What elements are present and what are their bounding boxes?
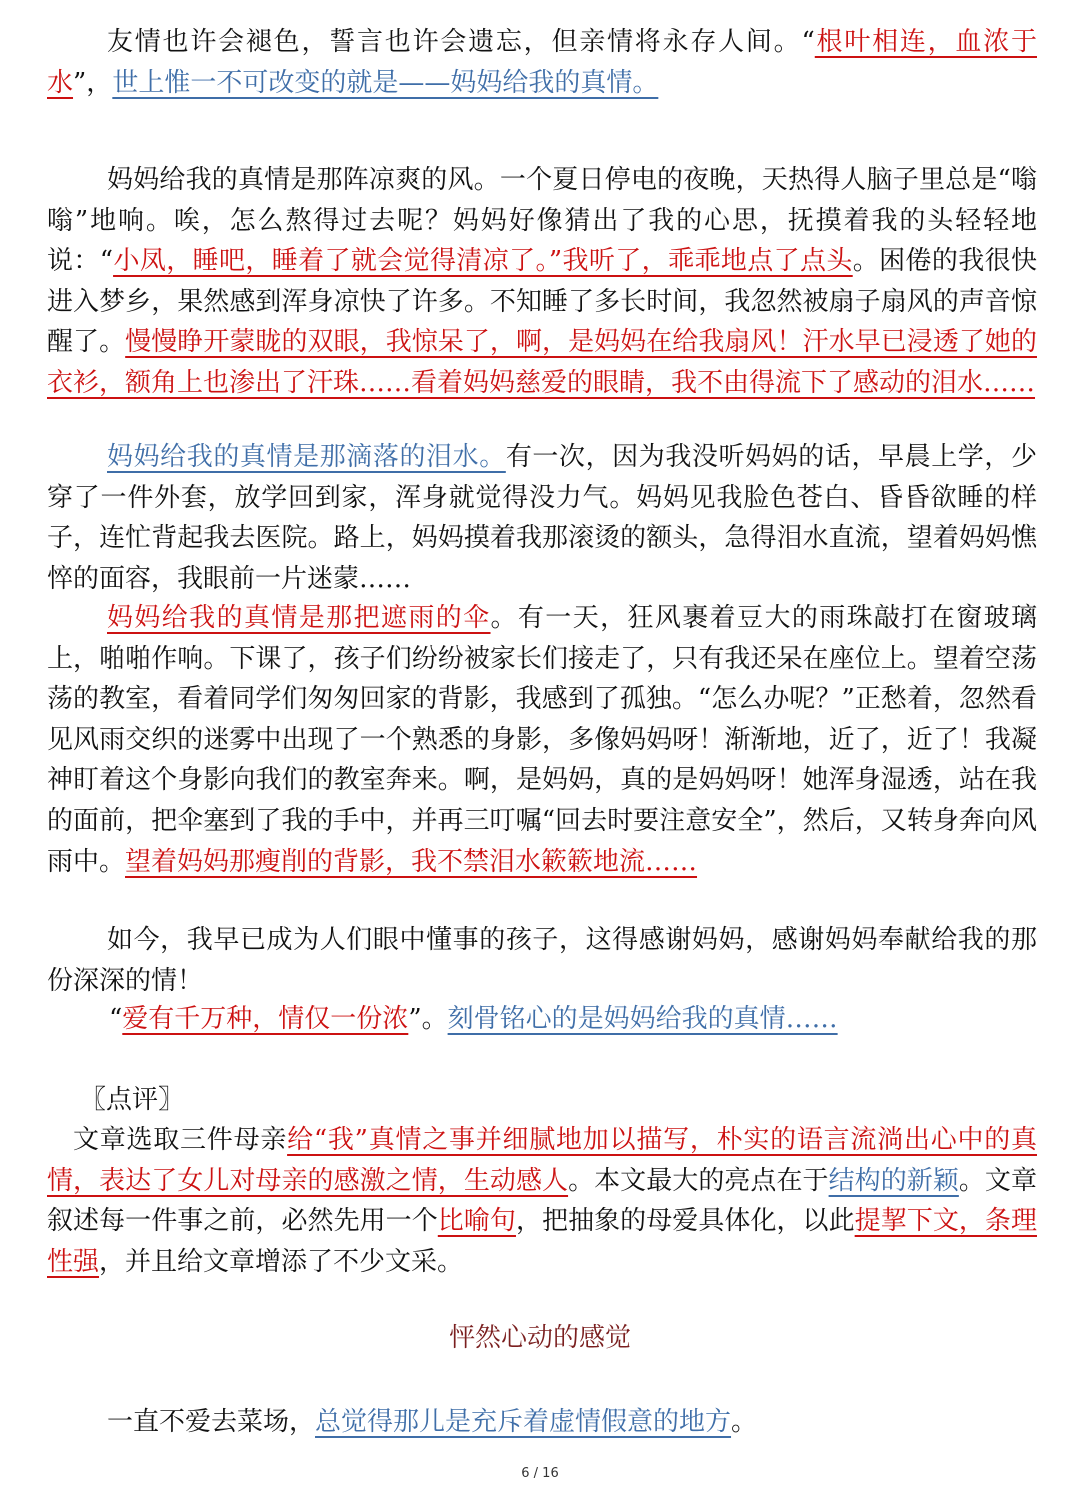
paragraph-intro <box>47 22 1037 103</box>
highlight-red: 提挈下文，条理性强 <box>47 1206 1037 1277</box>
highlight-red: 慢慢睁开蒙眬的双眼，我惊呆了，啊，是妈妈在给我扇风！汗水早已浸透了她的衣衫，额角上也渗出了汗珠……看着妈妈慈爱的眼睛，我不由得流下了感动的泪水…… <box>47 327 1037 398</box>
paragraph-umbrella <box>47 598 1037 882</box>
paragraph-closing <box>47 999 1037 1040</box>
body-text: 。 <box>731 1407 758 1437</box>
highlight-red: 妈妈给我的真情是那把遮雨的伞 <box>107 603 491 633</box>
body-text: 。文章叙述每一件事之前，必然先用一个 <box>47 1165 1037 1237</box>
highlight-red: 比喻句 <box>437 1206 516 1237</box>
body-text: 妈妈给我的真情是那阵凉爽的风。一个夏日停电的夜晚，天热得人脑子里总是“嗡嗡”地响。唉，怎么熬得过去呢？妈妈好像猜出了我的心思，抚摸着我的头轻轻地说：“ <box>47 165 1037 277</box>
body-text: 。有一天，狂风裹着豆大的雨珠敲打在窗玻璃上，啪啪作响。下课了，孩子们纷纷被家长们接走了，只有我还呆在座位上。望着空荡荡的教室，看着同学们匆匆回家的背影，我感到了孤独。“怎么办呢？”正愁着，忽然看见风雨交织的迷雾中出现了一个熟悉的身影，多像妈妈呀！渐渐地，近了，近了！我凝神盯着这个身影向我们的教室奔来。啊，是妈妈，真的是妈妈呀！她浑身湿透，站在我的面前，把伞塞到了我的手中，并再三叮嘱“回去时要注意安全”，然后，又转身奔向风雨中。 <box>47 603 1037 877</box>
review-label: 〖点评〗 <box>80 1085 185 1115</box>
paragraph-review <box>47 1120 1037 1282</box>
body-text: ”。 <box>408 1004 448 1034</box>
highlight-red: 爱有千万种，情仅一份浓 <box>122 1004 409 1034</box>
paragraph-cool-wind <box>47 160 1037 404</box>
body-text: 文章选取三件母亲 <box>73 1125 288 1155</box>
highlight-blue: 总觉得那儿是充斥着虚情假意的地方 <box>315 1407 732 1437</box>
body-text: 一直不爱去菜场， <box>107 1407 316 1437</box>
highlight-red: 小凤，睡吧，睡着了就会觉得清凉了。”我听了，乖乖地点了点头 <box>113 246 853 277</box>
intro-text: ”， <box>73 67 113 98</box>
body-text: “ <box>109 1004 123 1034</box>
highlight-red: 给“我”真情之事并细腻地加以描写，朴实的语言流淌出心中的真情，表达了女儿对母亲的感激之情，生动感人 <box>47 1125 1037 1196</box>
highlight-red: 望着妈妈那瘦削的背影，我不禁泪水簌簌地流…… <box>125 846 698 877</box>
paragraph-now: 如今，我早已成为人们眼中懂事的孩子，这得感谢妈妈，感谢妈妈奉献给我的那份深深的情！ <box>47 925 1037 996</box>
highlight-blue: 刻骨铭心的是妈妈给我的真情…… <box>447 1004 838 1034</box>
highlight-blue: 世上惟一不可改变的就是——妈妈给我的真情。 <box>112 67 659 98</box>
intro-text: 友情也许会褪色，誓言也许会遗忘，但亲情将永存人间。“ <box>107 27 815 57</box>
page-number: 6 / 16 <box>521 1466 559 1481</box>
body-text: ，把抽象的母爱具体化，以此 <box>515 1206 855 1237</box>
body-text: 。本文最大的亮点在于 <box>568 1165 829 1196</box>
body-text: 有一次，因为我没听妈妈的话，早晨上学，少穿了一件外套，放学回到家，浑身就觉得没力气。妈妈见我脸色苍白、昏昏欲睡的样子，连忙背起我去医院。路上，妈妈摸着我那滚烫的额头，急得泪水直流，望着妈妈憔悴的面容，我眼前一片迷蒙…… <box>47 442 1037 594</box>
body-text: 。困倦的我很快进入梦乡，果然感到浑身凉快了许多。不知睡了多长时间，我忽然被扇子扇风的声音惊醒了。 <box>47 246 1037 358</box>
body-text: ，并且给文章增添了不少文采。 <box>99 1246 464 1277</box>
essay-title: 怦然心动的感觉 <box>448 1323 631 1353</box>
highlight-blue: 妈妈给我的真情是那滴落的泪水。 <box>107 442 506 472</box>
paragraph-tears <box>47 437 1037 599</box>
highlight-red: 根叶相连，血浓于水 <box>47 27 1037 98</box>
paragraph-essay2-intro <box>47 1402 1037 1443</box>
highlight-blue: 结构的新颖 <box>828 1165 959 1196</box>
